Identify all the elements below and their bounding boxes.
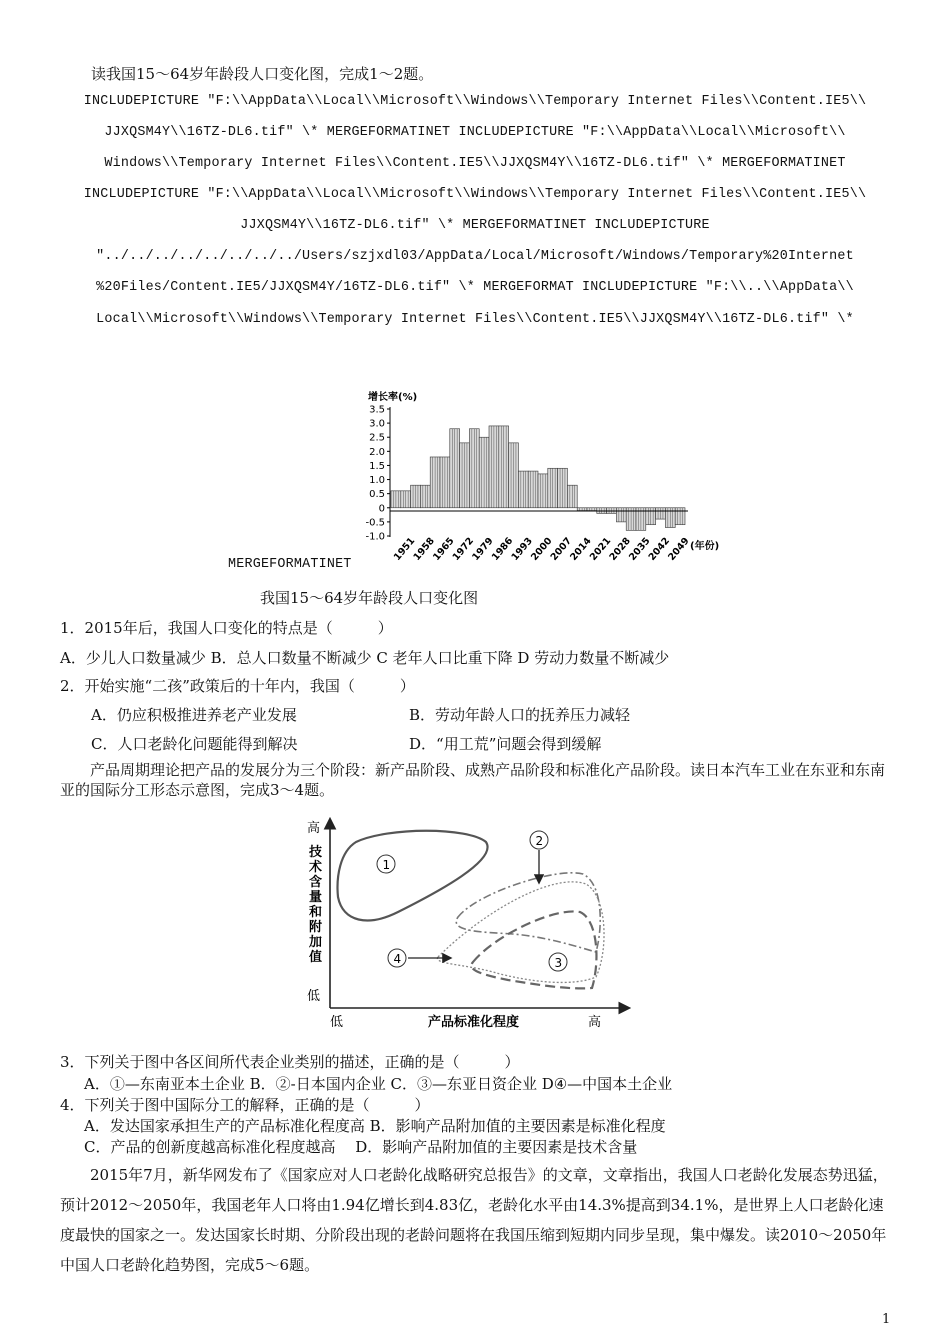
x-tick-label: 2035 [627,535,653,563]
y-title-char: 加 [309,935,323,950]
passage-aging: 2015年7月，新华网发布了《国家应对人口老龄化战略研究总报告》的文章，文章指出，我国人口老龄化发展态势迅猛，预计2012～2050年，我国老年人口将由1.94亿增长到4.83亿，老龄化水平由14.3%提高到34.1%，是世界上人口老龄化速度最快的国家之一。发达国家长时期、分阶段出现的老龄问题将在我国压缩到短期内同步呈现，集中爆发。读2010～2050年中国人口老龄化趋势图，完成5～6题。 [60,1166,888,1274]
y-tick-label: 1.5 [369,460,385,472]
y-title-char: 技 [309,845,323,860]
q2-option-b: B．劳动年龄人口的抚养压力减轻 [409,706,631,724]
q3-stem: 3．下列关于图中各区间所代表企业类别的描述，正确的是（ ） [60,1053,520,1071]
y-tick-label: 2.0 [369,446,385,458]
x-tick-label: 1951 [391,535,418,563]
y-title-char: 和 [309,905,323,920]
y-low-label: 低 [307,989,321,1004]
region-3-outline [471,911,596,988]
field-code-line: INCLUDEPICTURE "F:\\AppData\\Local\\Microsoft\\Windows\\Temporary Internet Files\\Content.IE5\\ [83,94,867,109]
x-tick-label: 2028 [607,535,633,563]
x-high-label: 高 [588,1015,602,1030]
region-4-outline [437,882,604,983]
label-1-digit: 1 [382,858,391,872]
x-tick-label: 1986 [489,535,516,563]
x-tick-label: 2042 [646,535,673,563]
product-cycle-diagram [298,812,638,1032]
mergeformat-tail: MERGEFORMATINET [228,557,352,572]
x-tick-label: 1972 [450,535,477,563]
x-tick-label: 1979 [470,535,496,563]
label-4-digit: 4 [393,952,402,966]
population-growth-chart [350,385,740,575]
y-title-char: 含 [309,875,323,890]
x-tick-label: 1965 [431,535,457,563]
x-axis-title: 产品标准化程度 [428,1015,520,1030]
field-code-line: JJXQSM4Y\\16TZ-DL6.tif" \* MERGEFORMATINET INCLUDEPICTURE "F:\\AppData\\Local\\Microsoft\\ [104,125,846,140]
x-tick-label: 2021 [587,535,614,563]
y-tick-label: -0.5 [365,517,385,529]
label-2-digit: 2 [535,834,544,848]
q1-stem: 1．2015年后，我国人口变化的特点是（ ） [60,619,393,637]
field-code-line: %20Files/Content.IE5/JJXQSM4Y/16TZ-DL6.tif" \* MERGEFORMAT INCLUDEPICTURE "F:\\..\\AppData\\ [96,280,854,295]
q4-options-line2: C．产品的创新度越高标准化程度越高 D．影响产品附加值的主要因素是技术含量 [84,1138,638,1156]
x-low-label: 低 [330,1015,344,1030]
q2-option-a: A．仍应积极推进养老产业发展 [91,706,297,724]
chart-ylabel: 增长率(%) [368,392,418,403]
y-tick-label: 2.5 [369,432,385,444]
field-code-line: INCLUDEPICTURE "F:\\AppData\\Local\\Microsoft\\Windows\\Temporary Internet Files\\Content.IE5\\ [83,187,867,202]
field-code-line: Local\\Microsoft\\Windows\\Temporary Internet Files\\Content.IE5\\JJXQSM4Y\\16TZ-DL6.tif" \* [96,312,854,327]
chart-xlabel: (年份) [690,541,720,552]
region-1-outline [338,831,488,921]
y-tick-label: -1.0 [365,531,385,543]
x-tick-label: 1993 [509,535,535,563]
field-code-line: Windows\\Temporary Internet Files\\Content.IE5\\JJXQSM4Y\\16TZ-DL6.tif" \* MERGEFORMATINET [104,156,846,171]
page-number: 1 [882,1312,891,1327]
x-tick-label: 2000 [529,535,555,563]
y-tick-label: 1.0 [369,475,385,487]
q3-options: A．①—东南亚本土企业 B．②-日本国内企业 C．③—东亚日资企业 D④—中国本土企业 [84,1075,673,1093]
x-tick-label: 2007 [548,535,575,563]
field-code-line: JJXQSM4Y\\16TZ-DL6.tif" \* MERGEFORMATINET INCLUDEPICTURE [240,218,710,233]
x-tick-label: 2014 [568,535,594,563]
q1-options: A．少儿人口数量减少 B．总人口数量不断减少 C 老年人口比重下降 D 劳动力数量不断减少 [60,649,670,667]
q2-option-c: C．人口老龄化问题能得到解决 [91,735,298,753]
y-title-char: 附 [309,920,323,935]
label-3-digit: 3 [554,956,563,970]
y-high-label: 高 [307,821,321,836]
q2-option-d: D．“用工荒”问题会得到缓解 [409,735,602,753]
y-tick-label: 0 [378,503,385,515]
y-title-char: 术 [309,860,323,875]
y-axis-title [308,844,322,965]
q2-stem: 2．开始实施“二孩”政策后的十年内，我国（ ） [60,677,415,695]
passage-product-cycle: 产品周期理论把产品的发展分为三个阶段：新产品阶段、成熟产品阶段和标准化产品阶段。读日本汽车工业在东亚和东南亚的国际分工形态示意图，完成3～4题。 [60,761,886,799]
chart-caption: 我国15～64岁年龄段人口变化图 [260,589,479,607]
x-tick-label: 1958 [411,535,437,563]
y-title-char: 值 [309,950,323,965]
y-title-char: 量 [309,890,323,905]
q4-stem: 4．下列关于图中国际分工的解释，正确的是（ ） [60,1096,430,1114]
x-tick-label: 2049 [666,535,692,563]
q4-options-line1: A．发达国家承担生产的产品标准化程度高 B．影响产品附加值的主要因素是标准化程度 [84,1117,666,1135]
field-code-line: "../../../../../../../../Users/szjxdl03/AppData/Local/Microsoft/Windows/Temporary%20Internet [96,249,854,264]
y-tick-label: 3.0 [369,418,385,430]
y-tick-label: 0.5 [369,489,385,501]
y-tick-label: 3.5 [369,404,385,416]
intro-text: 读我国15～64岁年龄段人口变化图，完成1～2题。 [91,65,434,83]
